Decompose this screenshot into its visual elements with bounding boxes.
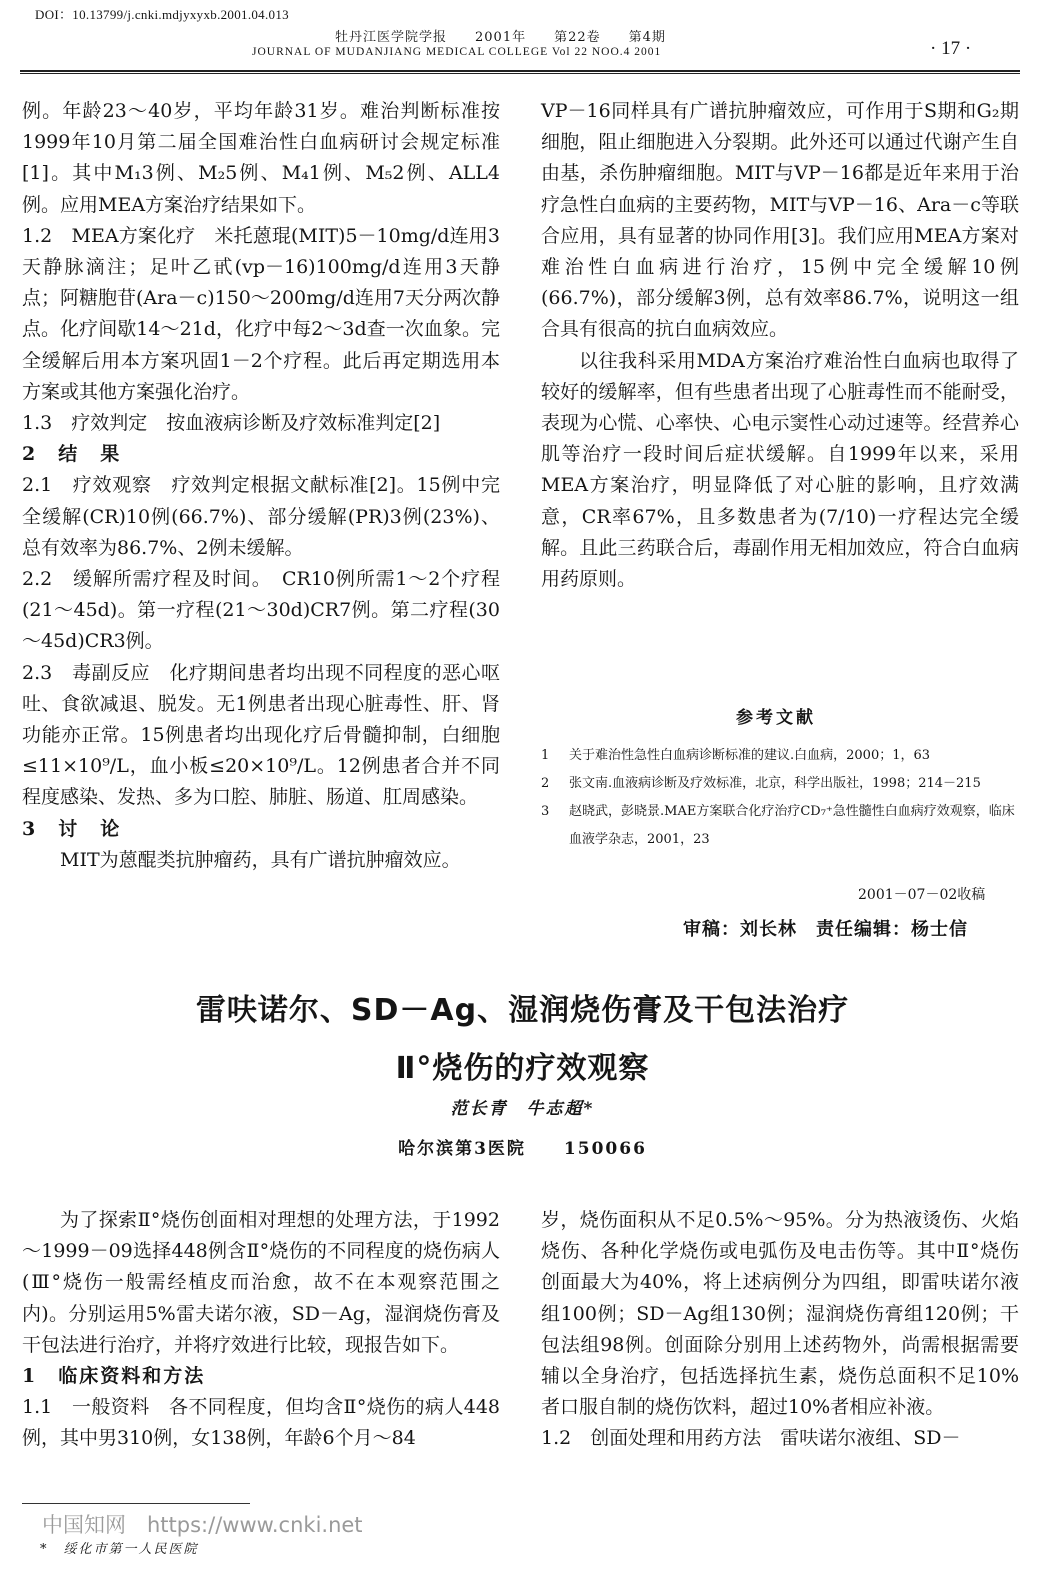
header-rule-thin bbox=[20, 73, 1020, 74]
journal-name-en: JOURNAL OF MUDANJIANG MEDICAL COLLEGE Vol 22 NOO.4 2001 bbox=[252, 46, 662, 58]
journal-name-cn: 牡丹江医学院学报 2001年 第22卷 第4期 bbox=[335, 30, 666, 45]
reference-number: 2 bbox=[541, 776, 550, 791]
article2-affiliation: 哈尔滨第3医院 150066 bbox=[398, 1139, 647, 1159]
paragraph: 例。年龄23～40岁，平均年龄31岁。难治判断标准按1999年10月第二届全国难治性白血病研讨会规定标准[1]。其中M₁3例、M₂5例、M₄1例、M₅2例、ALL4例。应用MEA方案治疗结果如下。 bbox=[22, 100, 500, 216]
paragraph: 为了探索Ⅱ°烧伤创面相对理想的处理方法，于1992～1999－09选择448例含Ⅱ°烧伤的不同程度的烧伤病人(Ⅲ°烧伤一般需经植皮而治愈，故不在本观察范围之内)。分别运用5%雷夫诺尔液，SD－Ag，湿润烧伤膏及干包法进行治疗，并将疗效进行比较，现报告如下。 bbox=[22, 1209, 500, 1356]
article2-right-column bbox=[541, 1205, 1019, 1455]
paragraph: 1.1 一般资料 各不同程度，但均含Ⅱ°烧伤的病人448例，其中男310例，女138例，年龄6个月～84 bbox=[22, 1396, 500, 1450]
paragraph: 2.1 疗效观察 疗效判定根据文献标准[2]。15例中完全缓解(CR)10例(66.7%)、部分缓解(PR)3例(23%)、总有效率为86.7%、2例未缓解。 bbox=[22, 474, 500, 559]
reference-item bbox=[541, 770, 1019, 798]
paragraph: MIT为蒽醌类抗肿瘤药，具有广谱抗肿瘤效应。 bbox=[60, 848, 461, 871]
editors-line: 审稿：刘长林 责任编辑：杨士信 bbox=[683, 919, 968, 940]
reference-text: 张文南.血液病诊断及疗效标准，北京，科学出版社，1998；214－215 bbox=[569, 776, 981, 791]
paragraph: 2.3 毒副反应 化疗期间患者均出现不同程度的恶心呕吐、食欲减退、脱发。无1例患者出现心脏毒性、肝、肾功能亦正常。15例患者均出现化疗后骨髓抑制，白细胞≤11×10⁹/L，血小板≤20×10⁹/L。12例患者合并不同程度感染、发热、多为口腔、肺脏、肠道、肛周感染。 bbox=[22, 661, 500, 809]
section-heading: 1 临床资料和方法 bbox=[22, 1365, 206, 1388]
references-title: 参考文献 bbox=[736, 708, 816, 728]
section-heading: 3 讨 论 bbox=[22, 817, 122, 840]
reference-number: 1 bbox=[541, 748, 550, 763]
received-date: 2001－07－02收稿 bbox=[858, 887, 986, 903]
paragraph: 岁，烧伤面积从不足0.5%～95%。分为热液烫伤、火焰烧伤、各种化学烧伤或电弧伤及电击伤等。其中Ⅱ°烧伤创面最大为40%，将上述病例分为四组，即雷呋诺尔液组100例；SD－Ag组130例；湿润烧伤膏组120例；干包法组98例。创面除分别用上述药物外，尚需根据需要辅以全身治疗，包括选择抗生素，烧伤总面积不足10%者口服自制的烧伤饮料，超过10%者相应补液。 bbox=[541, 1209, 1019, 1419]
reference-number: 3 bbox=[541, 804, 550, 819]
article2-left-column bbox=[22, 1205, 500, 1455]
references-list bbox=[541, 742, 1019, 854]
page-number: · 17 · bbox=[930, 38, 972, 59]
article1-right-column bbox=[541, 96, 1019, 595]
paragraph: 1.3 疗效判定 按血液病诊断及疗效标准判定[2] bbox=[22, 412, 441, 435]
paragraph: 1.2 创面处理和用药方法 雷呋诺尔液组、SD－ bbox=[541, 1427, 961, 1450]
paragraph: 1.2 MEA方案化疗 米托蒽琨(MIT)5－10mg/d连用3天静脉滴注；足叶乙甙(vp－16)100mg/d连用3天静点；阿糖胞苷(Ara－c)150～200mg/d连用7天分两次静点。化疗间歇14～21d，化疗中每2～3d查一次血象。完全缓解后用本方案巩固1－2个疗程。此后再定期选用本方案或其他方案强化治疗。 bbox=[22, 224, 500, 403]
article2-title-line2: Ⅱ°烧伤的疗效观察 bbox=[395, 1051, 650, 1086]
article2-title-line1: 雷呋诺尔、SD－Ag、湿润烧伤膏及干包法治疗 bbox=[195, 993, 850, 1028]
section-heading: 2 结 果 bbox=[22, 443, 122, 466]
reference-item bbox=[541, 798, 1019, 854]
paragraph: VP－16同样具有广谱抗肿瘤效应，可作用于S期和G₂期细胞，阻止细胞进入分裂期。此外还可以通过代谢产生自由基，杀伤肿瘤细胞。MIT与VP－16都是近年来用于治疗急性白血病的主要药物，MIT与VP－16、Ara－c等联合应用，具有显著的协同作用[3]。我们应用MEA方案对难治性白血病进行治疗，15例中完全缓解10例(66.7%)，部分缓解3例，总有效率86.7%，说明这一组合具有很高的抗白血病效应。 bbox=[541, 100, 1019, 341]
paragraph: 2.2 缓解所需疗程及时间。 CR10例所需1～2个疗程(21～45d)。第一疗程(21～30d)CR7例。第二疗程(30～45d)CR3例。 bbox=[22, 568, 500, 653]
reference-text: 关于难治性急性白血病诊断标准的建议.白血病，2000；1，63 bbox=[569, 748, 931, 763]
article1-left-column bbox=[22, 96, 500, 876]
reference-text: 赵晓武，彭晓景.MAE方案联合化疗治疗CD₇⁺急性髓性白血病疗效观察，临床血液学杂志，2001，23 bbox=[569, 804, 1015, 847]
reference-item bbox=[541, 742, 1019, 770]
header-rule bbox=[20, 70, 1020, 72]
doi: DOI：10.13799/j.cnki.mdjyxyxb.2001.04.013 bbox=[35, 7, 289, 22]
footnote-rule bbox=[22, 1503, 250, 1504]
paragraph: 以往我科采用MDA方案治疗难治性白血病也取得了较好的缓解率，但有些患者出现了心脏毒性而不能耐受，表现为心慌、心率快、心电示窦性心动过速等。经营养心肌等治疗一段时间后症状缓解。自1999年以来，采用MEA方案治疗，明显降低了对心脏的影响，且疗效满意，CR率67%，且多数患者为(7/10)一疗程达完全缓解。且此三药联合后，毒副作用无相加效应，符合白血病用药原则。 bbox=[541, 349, 1019, 591]
cnki-watermark: 中国知网 https://www.cnki.net bbox=[42, 1513, 363, 1537]
article2-authors: 范长青 牛志超* bbox=[450, 1099, 595, 1119]
author-footnote: * 绥化市第一人民医院 bbox=[40, 1542, 199, 1557]
